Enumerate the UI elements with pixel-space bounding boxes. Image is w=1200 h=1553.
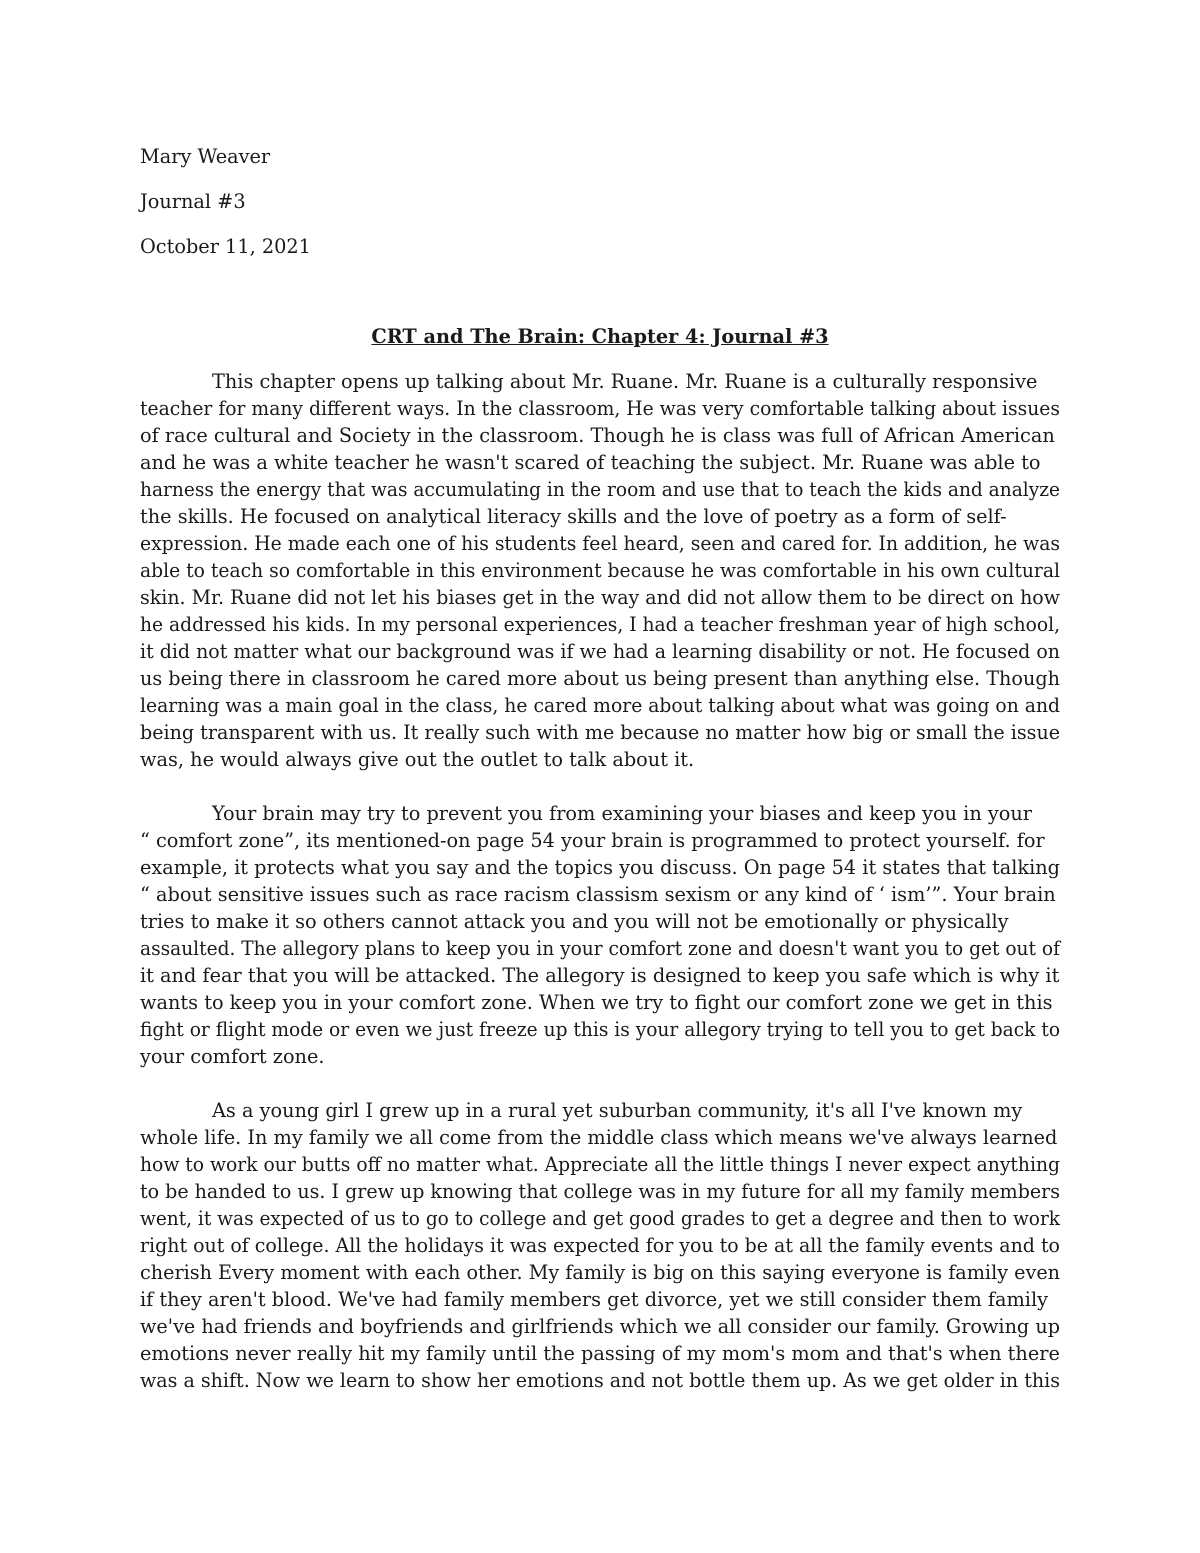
paragraph-line: assaulted. The allegory plans to keep you in your comfort zone and doesn't want you to get out of [140,937,1060,960]
paragraph-line: learning was a main goal in the class, he cared more about talking about what was going on and [140,694,1061,717]
document-title: CRT and The Brain: Chapter 4: Journal #3 [371,325,829,348]
paragraph-line: it and fear that you will be attacked. The allegory is designed to keep you safe which is why it [140,964,1060,987]
paragraph-gap [140,1070,1060,1097]
paragraph-line: your comfort zone. [140,1045,325,1068]
paragraph-line: it did not matter what our background was if we had a learning disability or not. He focused on [140,640,1060,663]
paragraph-line: fight or flight mode or even we just freeze up this is your allegory trying to tell you to get back to [140,1018,1061,1041]
paragraph-line: expression. He made each one of his students feel heard, seen and cared for. In addition, he was [140,532,1061,555]
paragraph-line: cherish Every moment with each other. My family is big on this saying everyone is family even [140,1261,1061,1284]
paragraph-line: As a young girl I grew up in a rural yet suburban community, it's all I've known my [212,1099,1023,1122]
paragraph-line: he addressed his kids. In my personal experiences, I had a teacher freshman year of high school, [140,613,1061,636]
header-block [140,143,1060,278]
paragraph-line: was a shift. Now we learn to show her emotions and not bottle them up. As we get older in this [140,1369,1060,1392]
paragraph-line: “ about sensitive issues such as race racism classism sexism or any kind of ‘ ism’”. Your brain [140,883,1056,906]
document-body [140,368,1060,1394]
author-name: Mary Weaver [140,145,271,168]
paragraph-line: the skills. He focused on analytical literacy skills and the love of poetry as a form of self- [140,505,1007,528]
paragraph-line: harness the energy that was accumulating in the room and use that to teach the kids and analyze [140,478,1060,501]
paragraph-line: whole life. In my family we all come from the middle class which means we've always learned [140,1126,1058,1149]
paragraph-line: teacher for many different ways. In the classroom, He was very comfortable talking about issues [140,397,1060,420]
paragraph-line: emotions never really hit my family until the passing of my mom's mom and that's when there [140,1342,1060,1365]
paragraph-line: Your brain may try to prevent you from examining your biases and keep you in your [212,802,1033,825]
paragraph [140,368,1060,773]
paragraph [140,800,1060,1070]
paragraph-line: “ comfort zone”, its mentioned-on page 54 your brain is programmed to protect yourself. for [140,829,1045,852]
paragraph-line: example, it protects what you say and the topics you discuss. On page 54 it states that talking [140,856,1061,879]
paragraph-line: tries to make it so others cannot attack you and you will not be emotionally or physically [140,910,1009,933]
paragraph-line: skin. Mr. Ruane did not let his biases get in the way and did not allow them to be direct on how [140,586,1060,609]
paragraph-line: This chapter opens up talking about Mr. Ruane. Mr. Ruane is a culturally responsive [212,370,1038,393]
paragraph-line: to be handed to us. I grew up knowing that college was in my future for all my family members [140,1180,1061,1203]
paragraph-line: of race cultural and Society in the classroom. Though he is class was full of African American [140,424,1055,447]
paragraph-line: wants to keep you in your comfort zone. When we try to fight our comfort zone we get in this [140,991,1053,1014]
paragraph-line: went, it was expected of us to go to college and get good grades to get a degree and then to work [140,1207,1061,1230]
paragraph-gap [140,773,1060,800]
paragraph-line: able to teach so comfortable in this environment because he was comfortable in his own cultural [140,559,1060,582]
paragraph-line: us being there in classroom he cared more about us being present than anything else. Though [140,667,1060,690]
date-line: October 11, 2021 [140,235,311,258]
paragraph-line: right out of college. All the holidays it was expected for you to be at all the family events and to [140,1234,1060,1257]
paragraph-line: was, he would always give out the outlet to talk about it. [140,748,695,771]
paragraph-line: we've had friends and boyfriends and girlfriends which we all consider our family. Growing up [140,1315,1060,1338]
assignment-label: Journal #3 [140,190,246,213]
paragraph-line: how to work our butts off no matter what. Appreciate all the little things I never expect anything [140,1153,1060,1176]
paragraph [140,1097,1060,1394]
paragraph-line: if they aren't blood. We've had family members get divorce, yet we still consider them family [140,1288,1049,1311]
paragraph-line: being transparent with us. It really such with me because no matter how big or small the issue [140,721,1061,744]
paragraph-line: and he was a white teacher he wasn't scared of teaching the subject. Mr. Ruane was able to [140,451,1041,474]
